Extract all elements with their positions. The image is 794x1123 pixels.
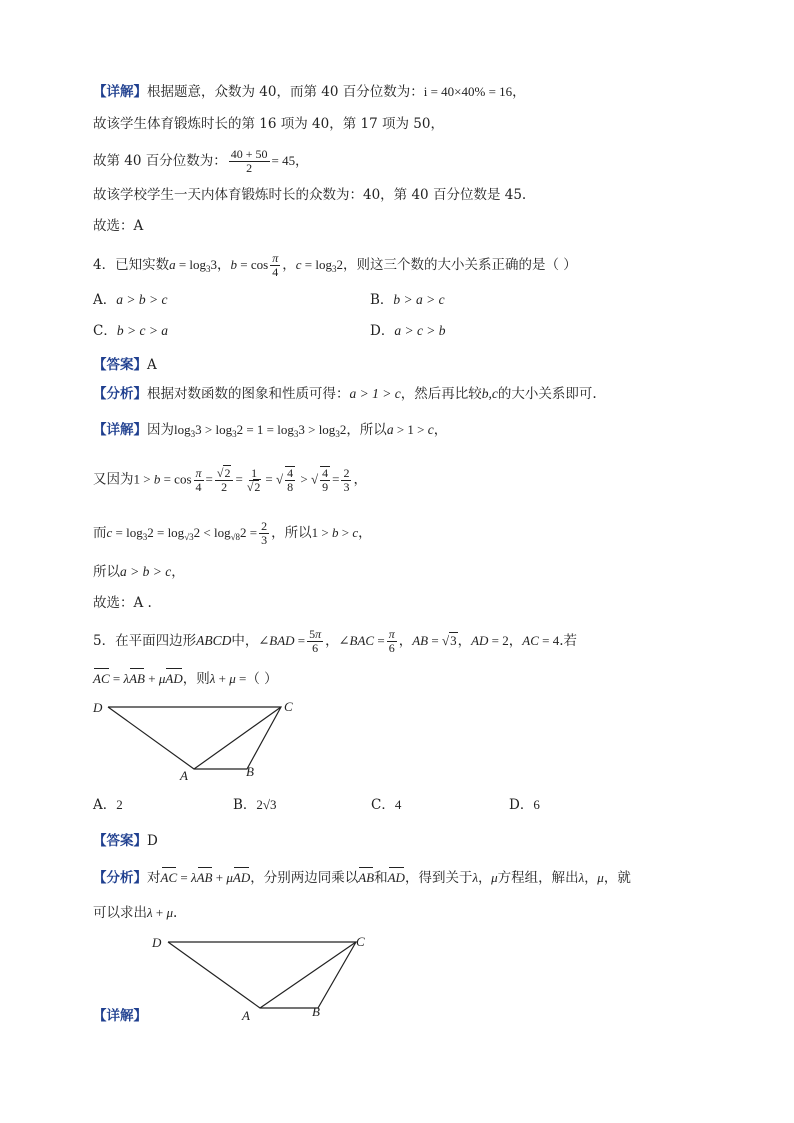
q4-detail-4: 所以a > b > c， [93,564,185,580]
label-d-2: D [152,935,162,950]
q4-options-row-2 [93,321,693,341]
q4-option-b: B．b > a > c [370,292,445,308]
q5-analysis-1: 【分析】对AC = λAB + μAD，分别两边同乘以AB和AD，得到关于λ，μ方程组，解出λ，μ，就 [93,870,631,886]
quadrilateral-2 [168,942,356,1008]
q5-figure [88,698,308,784]
q5-analysis-2: 可以求出λ + μ. [93,905,178,921]
q5-option-c: C．4 [371,797,402,813]
label-a-2: A [242,1008,250,1023]
q4-analysis: 【分析】根据对数函数的图象和性质可得：a > 1 > c，然后再比较b,c的大小关系即可. [93,386,597,402]
label-c-2: C [356,934,365,949]
detail-line-2: 故该学生体育锻炼时长的第 16 项为 40，第 17 项为 50， [93,116,444,132]
diagonal-ac [194,707,281,769]
detail-line-3: 故第 40 百分位数为： $\frac{40 + 50}{2}$ = 45， [93,147,309,175]
fraction: $\frac{40 + 50}{2}$ [230,147,268,175]
q4-stem: 4．已知实数$a = \log_33$，b = cos $\frac{\pi}{4}$ ，$c = \log_32$，则这三个数的大小关系正确的是（ ） [93,251,577,279]
q4-answer: 【答案】A [93,357,157,373]
choose-line: 故选：A [93,218,144,234]
q4-choose: 故选：A . [93,595,152,611]
q4-detail-2: 又因为1 > b = cos $\frac{\pi}{4}$ = $\frac{√2}{2}$ = $\frac{1}{√2}$ = √ $\frac{4}{8}$ > √ $\frac{4}{9}$ = $\frac{2}{3}$ ， [93,465,367,494]
q4-options-row-1 [93,290,693,310]
q4-option-c: C．b > c > a [93,323,169,339]
q4-detail-1: 【详解】因为$\log_33 > \log_32 = 1 = \log_33 > \log_32$，所以a > 1 > c， [93,422,448,439]
q5-answer: 【答案】D [93,833,158,849]
detail-tag: 【详解】 [93,84,147,100]
q4-option-d: D．a > c > b [370,323,446,339]
detail-line-1: 【详解】根据题意，众数为 40，而第 40 百分位数为：i = 40×40% = 16， [93,84,526,100]
label-c: C [284,699,293,714]
diagonal-ac-2 [260,942,356,1008]
q4-option-a: A．a > b > c [93,292,168,308]
q5-option-b: B．2√3 [233,797,277,813]
label-b-2: B [312,1004,320,1019]
quadrilateral [108,707,281,769]
q5-detail: 【详解】 [93,1008,147,1024]
detail-line-4: 故该学校学生一天内体育锻炼时长的众数为：40，第 40 百分位数是 45. [93,187,527,203]
q5-figure-2 [148,932,378,1024]
q5-option-d: D．6 [509,797,540,813]
label-a: A [180,768,188,783]
label-d: D [93,700,103,715]
q5-stem-2: AC = λAB + μAD，则λ + μ =（ ） [93,671,278,687]
q4-detail-3: 而$c = \log_32 = \log_{√3}2 < \log_{√8}2$ = $\frac{2}{3}$ ，所以1 > b > c， [93,519,372,547]
label-b: B [246,764,254,779]
q5-option-a: A．2 [93,797,123,813]
q5-stem-1: 5．在平面四边形ABCD中，∠BAD = $\frac{5\pi}{6}$ ，∠BAC = $\frac{\pi}{6}$ ，AB = √3，AD = 2，AC = 4.若 [93,627,578,655]
